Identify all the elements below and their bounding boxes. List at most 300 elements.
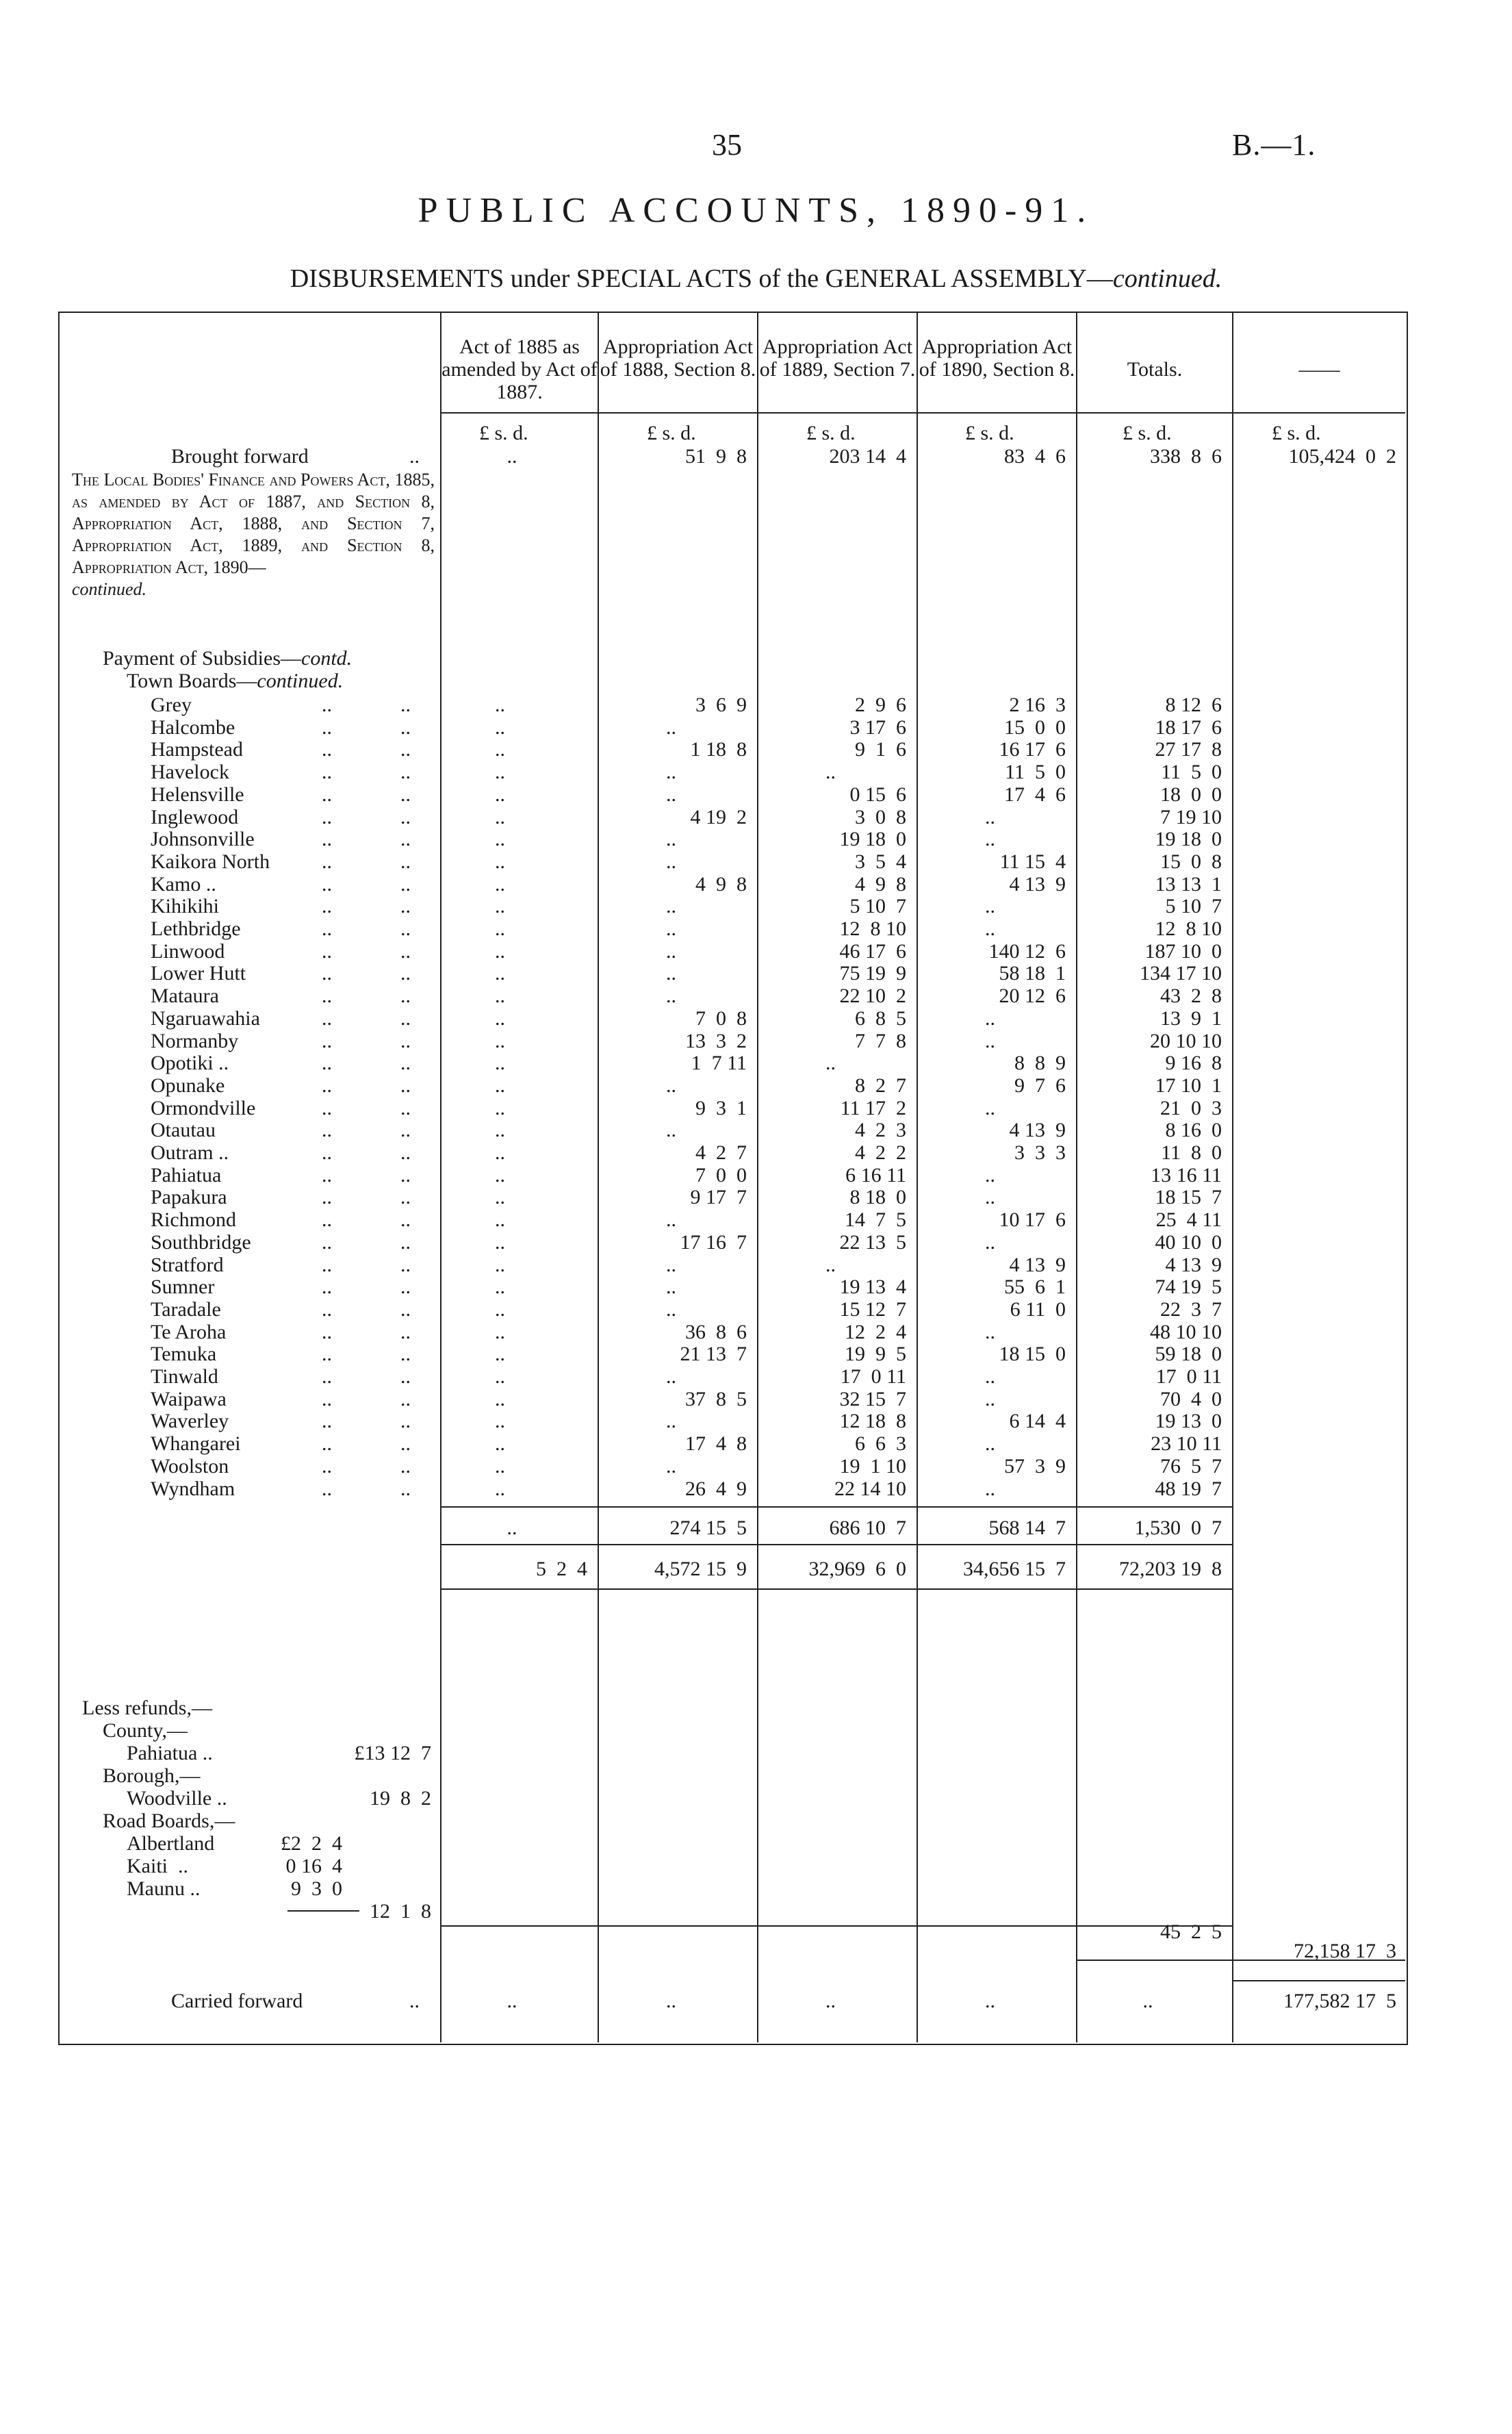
- refunds-title: Less refunds,—: [82, 1697, 212, 1719]
- unit-label: £ s. d.: [479, 422, 528, 444]
- leader-dots: ..: [322, 1455, 332, 1478]
- leader-dots: ..: [400, 1276, 411, 1298]
- leader-dots: ..: [400, 1186, 411, 1208]
- row-c1: ..: [495, 806, 505, 828]
- leader-dots: ..: [322, 1254, 332, 1276]
- section-heading-cont: continued.: [72, 579, 147, 599]
- row-label: Linwood: [151, 940, 225, 963]
- leader-dots: ..: [322, 1365, 332, 1388]
- leader-dots: ..: [400, 716, 411, 739]
- row-c5: 20 10 10: [1150, 1030, 1222, 1052]
- leader-dots: ..: [400, 1410, 411, 1432]
- leader-dots: ..: [322, 1119, 332, 1141]
- header-act-1885: Act of 1885 as amended by Act of 1887.: [441, 335, 598, 403]
- row-c4: ..: [985, 806, 995, 828]
- row-c5: 43 2 8: [1160, 985, 1222, 1007]
- carried-forward-c2: ..: [666, 1990, 676, 2012]
- row-label: Outram ..: [151, 1141, 229, 1164]
- row-label: Te Aroha: [151, 1321, 227, 1343]
- leader-dots: ..: [400, 962, 411, 985]
- row-c4: ..: [985, 1030, 995, 1052]
- row-c2: ..: [666, 1410, 676, 1432]
- row-c2: 9 17 7: [690, 1186, 747, 1208]
- row-c1: ..: [495, 1164, 505, 1187]
- leader-dots: ..: [400, 1231, 411, 1254]
- row-c1: ..: [495, 1388, 505, 1410]
- row-c4: 15 0 0: [1004, 716, 1066, 739]
- row-label: Halcombe: [151, 716, 235, 739]
- row-c4: 2 16 3: [1009, 694, 1066, 716]
- subtotal-c2: 274 15 5: [669, 1517, 747, 1539]
- row-label: Stratford: [151, 1254, 224, 1276]
- row-c3: 12 2 4: [845, 1321, 906, 1343]
- row-c3: 4 9 8: [855, 873, 906, 896]
- row-c3: 8 2 7: [855, 1074, 906, 1097]
- row-c1: ..: [495, 1186, 505, 1208]
- row-c4: 17 4 6: [1004, 783, 1066, 806]
- row-c5: 70 4 0: [1160, 1388, 1222, 1410]
- row-c4: ..: [985, 1365, 995, 1388]
- row-c1: ..: [495, 1432, 505, 1455]
- row-c2: ..: [666, 1276, 676, 1298]
- row-c4: 6 11 0: [1010, 1298, 1066, 1321]
- row-c2: ..: [666, 895, 676, 917]
- document-reference: B.—1.: [1232, 128, 1316, 162]
- leader-dots: ..: [322, 985, 332, 1007]
- row-c3: 19 18 0: [839, 828, 906, 850]
- section-heading: [72, 469, 435, 600]
- row-c1: ..: [495, 1231, 505, 1254]
- row-c1: ..: [495, 940, 505, 963]
- refund-kaiti-amount: 0 16 4: [285, 1855, 342, 1877]
- subtitle-main: DISBURSEMENTS under SPECIAL ACTS of the GENERAL ASSEMBLY—: [290, 264, 1113, 293]
- row-c5: 7 19 10: [1160, 806, 1222, 828]
- row-label: Havelock: [151, 761, 229, 783]
- total-c1: 5 2 4: [536, 1558, 587, 1580]
- row-c2: 4 9 8: [695, 873, 747, 896]
- row-label: Woolston: [151, 1455, 229, 1478]
- row-c4: ..: [985, 1164, 995, 1187]
- row-c3: 3 0 8: [855, 806, 906, 828]
- row-c4: 4 13 9: [1009, 1119, 1066, 1141]
- row-c1: ..: [495, 1097, 505, 1119]
- brought-forward-c2: 51 9 8: [685, 445, 747, 468]
- row-c5: 22 3 7: [1160, 1298, 1222, 1321]
- net-rule: [1232, 1980, 1405, 1981]
- row-c4: 8 8 9: [1014, 1052, 1066, 1074]
- row-c3: 11 17 2: [840, 1097, 906, 1119]
- row-c5: 11 8 0: [1161, 1141, 1222, 1164]
- row-c1: ..: [495, 1052, 505, 1074]
- subsidies-heading-cont: contd.: [301, 647, 353, 670]
- subsidies-heading: [103, 647, 352, 670]
- row-c2: 21 13 7: [680, 1343, 747, 1365]
- row-c5: 18 15 7: [1155, 1186, 1222, 1208]
- row-c2: ..: [666, 716, 676, 739]
- row-c3: 19 13 4: [839, 1276, 906, 1298]
- leader-dots: ..: [400, 1432, 411, 1455]
- row-c1: ..: [495, 716, 505, 739]
- row-c3: 12 8 10: [839, 917, 906, 940]
- row-c1: ..: [495, 1119, 505, 1141]
- leader-dots: ..: [400, 1164, 411, 1187]
- carried-forward-c3: ..: [825, 1990, 836, 2012]
- refund-road-total: 12 1 8: [370, 1900, 431, 1923]
- row-label: Lethbridge: [151, 917, 241, 940]
- row-c4: ..: [985, 1321, 995, 1343]
- refund-albertland-label: Albertland: [127, 1832, 215, 1855]
- carried-forward-c4: ..: [985, 1990, 995, 2012]
- row-label: Kamo ..: [151, 873, 216, 896]
- row-label: Richmond: [151, 1208, 236, 1231]
- refund-albertland-amount: £2 2 4: [281, 1832, 342, 1855]
- row-c2: 37 8 5: [685, 1388, 747, 1410]
- row-c1: ..: [495, 1030, 505, 1052]
- row-c5: 187 10 0: [1144, 940, 1222, 963]
- unit-label: £ s. d.: [1272, 422, 1321, 444]
- leader-dots: ..: [322, 1231, 332, 1254]
- row-c1: ..: [495, 828, 505, 850]
- unit-label: £ s. d.: [965, 422, 1014, 444]
- leader-dots: ..: [322, 1097, 332, 1119]
- row-label: Wyndham: [151, 1478, 235, 1500]
- row-c4: 4 13 9: [1009, 1254, 1066, 1276]
- leader-dots: ..: [322, 1321, 332, 1343]
- row-c2: ..: [666, 850, 676, 873]
- leader-dots: ..: [322, 1164, 332, 1187]
- leader-dots: ..: [322, 1186, 332, 1208]
- leader-dots: ..: [322, 783, 332, 806]
- row-c5: 19 13 0: [1155, 1410, 1222, 1432]
- row-c4: ..: [985, 1186, 995, 1208]
- row-c5: 21 0 3: [1160, 1097, 1222, 1119]
- leader-dots: ..: [409, 445, 420, 468]
- town-boards-heading-cont: continued.: [257, 670, 344, 692]
- carried-forward-c6: 177,582 17 5: [1283, 1990, 1396, 2012]
- row-c1: ..: [495, 1410, 505, 1432]
- header-appropriation-1888: Appropriation Act of 1888, Section 8.: [600, 335, 756, 381]
- row-c2: 7 0 8: [695, 1007, 747, 1030]
- leader-dots: ..: [322, 940, 332, 963]
- row-c4: ..: [985, 1231, 995, 1254]
- row-label: Ormondville: [151, 1097, 256, 1119]
- row-c2: ..: [666, 940, 676, 963]
- row-c1: ..: [495, 873, 505, 896]
- leader-dots: ..: [400, 1321, 411, 1343]
- row-c3: 15 12 7: [839, 1298, 906, 1321]
- row-c4: 20 12 6: [999, 985, 1066, 1007]
- row-c3: 6 16 11: [845, 1164, 906, 1187]
- leader-dots: ..: [322, 738, 332, 761]
- row-c5: 15 0 8: [1160, 850, 1222, 873]
- row-c3: 5 10 7: [849, 895, 906, 917]
- row-label: Grey: [151, 694, 192, 716]
- row-c4: 58 18 1: [999, 962, 1066, 985]
- leader-dots: ..: [322, 1478, 332, 1500]
- leader-dots: ..: [322, 917, 332, 940]
- row-c3: 4 2 3: [855, 1119, 906, 1141]
- leader-dots: ..: [409, 1990, 420, 2012]
- row-c4: ..: [985, 917, 995, 940]
- row-c3: 22 10 2: [839, 985, 906, 1007]
- row-c1: ..: [495, 917, 505, 940]
- brought-forward-c4: 83 4 6: [1004, 445, 1066, 468]
- total-rule: [440, 1544, 1232, 1545]
- subtotal-c4: 568 14 7: [988, 1517, 1066, 1539]
- leader-dots: ..: [322, 806, 332, 828]
- subtotal-c5: 1,530 0 7: [1134, 1517, 1222, 1539]
- row-label: Helensville: [151, 783, 244, 806]
- section-heading-text: The Local Bodies' Finance and Powers Act, 1885, as amended by Act of 1887, and Section 8, Appropriation Act, 1888, and Section 7, Appropriation Act, 1889, and Section 8, Appropriation Act, 1890—: [72, 470, 435, 577]
- town-boards-heading: [127, 670, 343, 692]
- leader-dots: ..: [400, 917, 411, 940]
- leader-dots: ..: [400, 850, 411, 873]
- leader-dots: ..: [322, 850, 332, 873]
- row-c2: ..: [666, 1455, 676, 1478]
- row-c2: 17 4 8: [685, 1432, 747, 1455]
- brought-forward-c1: ..: [507, 445, 517, 468]
- subtitle-italic: continued.: [1112, 264, 1222, 293]
- page-title: PUBLIC ACCOUNTS, 1890-91.: [418, 191, 1094, 230]
- row-c1: ..: [495, 1478, 505, 1500]
- unit-label: £ s. d.: [1123, 422, 1172, 444]
- subsidies-heading-text: Payment of Subsidies—: [103, 647, 301, 670]
- row-c1: ..: [495, 1321, 505, 1343]
- row-c1: ..: [495, 1141, 505, 1164]
- carried-forward-label: Carried forward: [171, 1990, 303, 2012]
- row-c3: 3 5 4: [855, 850, 906, 873]
- refunds-county: County,—: [103, 1719, 188, 1742]
- refund-woodville-amount: 19 8 2: [370, 1787, 431, 1810]
- row-c3: 9 1 6: [855, 738, 906, 761]
- row-c3: ..: [825, 1254, 836, 1276]
- row-c2: 1 18 8: [690, 738, 747, 761]
- row-c5: 8 12 6: [1165, 694, 1222, 716]
- leader-dots: ..: [322, 1208, 332, 1231]
- row-label: Temuka: [151, 1343, 217, 1365]
- leader-dots: ..: [400, 1097, 411, 1119]
- refund-maunu-amount: 9 3 0: [291, 1877, 342, 1900]
- row-c2: ..: [666, 1254, 676, 1276]
- row-c2: 1 7 11: [691, 1052, 747, 1074]
- leader-dots: ..: [400, 1455, 411, 1478]
- net-total: 72,158 17 3: [1294, 1940, 1396, 1962]
- leader-dots: ..: [400, 940, 411, 963]
- row-c4: 11 5 0: [1005, 761, 1066, 783]
- row-c1: ..: [495, 962, 505, 985]
- row-c4: ..: [985, 1432, 995, 1455]
- row-c5: 9 16 8: [1165, 1052, 1222, 1074]
- row-c3: 75 19 9: [839, 962, 906, 985]
- row-c2: 26 4 9: [685, 1478, 747, 1500]
- row-c5: 19 18 0: [1155, 828, 1222, 850]
- row-c3: 14 7 5: [845, 1208, 906, 1231]
- row-c5: 5 10 7: [1165, 895, 1222, 917]
- row-c1: ..: [495, 1074, 505, 1097]
- row-c1: ..: [495, 1254, 505, 1276]
- refunds-road-boards: Road Boards,—: [103, 1810, 235, 1832]
- refund-total: 45 2 5: [1160, 1920, 1222, 1943]
- row-c4: ..: [985, 1007, 995, 1030]
- row-label: Kaikora North: [151, 850, 270, 873]
- total-c2: 4,572 15 9: [654, 1558, 747, 1580]
- subtotal-rule: [440, 1506, 1232, 1508]
- subtotal-c1: ..: [507, 1517, 517, 1539]
- header-rule: [440, 412, 1405, 414]
- carried-forward-c1: ..: [507, 1990, 517, 2012]
- row-c1: ..: [495, 738, 505, 761]
- refund-woodville-label: Woodville ..: [127, 1787, 227, 1810]
- leader-dots: ..: [322, 694, 332, 716]
- row-c4: 4 13 9: [1009, 873, 1066, 896]
- row-c5: 48 10 10: [1150, 1321, 1222, 1343]
- leader-dots: ..: [400, 783, 411, 806]
- unit-label: £ s. d.: [806, 422, 856, 444]
- leader-dots: ..: [322, 1141, 332, 1164]
- row-c2: ..: [666, 1365, 676, 1388]
- row-c5: 25 4 11: [1155, 1208, 1222, 1231]
- row-c4: ..: [985, 1388, 995, 1410]
- leader-dots: ..: [400, 1298, 411, 1321]
- row-c2: ..: [666, 828, 676, 850]
- row-c3: ..: [825, 1052, 836, 1074]
- row-c4: 6 14 4: [1009, 1410, 1066, 1432]
- row-c1: ..: [495, 985, 505, 1007]
- leader-dots: ..: [322, 1074, 332, 1097]
- row-c3: 17 0 11: [840, 1365, 906, 1388]
- row-c5: 8 16 0: [1165, 1119, 1222, 1141]
- row-c3: 0 15 6: [849, 783, 906, 806]
- row-c2: 13 3 2: [685, 1030, 747, 1052]
- leader-dots: ..: [400, 895, 411, 917]
- row-c4: ..: [985, 828, 995, 850]
- leader-dots: ..: [322, 1432, 332, 1455]
- header-totals: Totals.: [1127, 358, 1183, 381]
- brought-forward-c5: 338 8 6: [1150, 445, 1222, 468]
- row-c2: 4 19 2: [690, 806, 747, 828]
- row-c2: ..: [666, 1208, 676, 1231]
- leader-dots: ..: [322, 1388, 332, 1410]
- total-c5: 72,203 19 8: [1119, 1558, 1222, 1580]
- row-c4: 55 6 1: [1004, 1276, 1066, 1298]
- row-c3: 2 9 6: [855, 694, 906, 716]
- leader-dots: ..: [400, 873, 411, 896]
- row-c4: 10 17 6: [999, 1208, 1066, 1231]
- row-label: Southbridge: [151, 1231, 251, 1254]
- row-c2: 4 2 7: [695, 1141, 747, 1164]
- row-label: Opunake: [151, 1074, 225, 1097]
- row-label: Taradale: [151, 1298, 221, 1321]
- row-c5: 134 17 10: [1140, 962, 1222, 985]
- row-c3: 12 18 8: [839, 1410, 906, 1432]
- refund-kaiti-label: Kaiti ..: [127, 1855, 188, 1877]
- total-c4: 34,656 15 7: [963, 1558, 1066, 1580]
- leader-dots: ..: [400, 1343, 411, 1365]
- header-appropriation-1889: Appropriation Act of 1889, Section 7.: [759, 335, 916, 381]
- row-c5: 13 16 11: [1151, 1164, 1222, 1187]
- row-label: Papakura: [151, 1186, 227, 1208]
- leader-dots: ..: [400, 1208, 411, 1231]
- leader-dots: ..: [322, 1276, 332, 1298]
- row-label: Pahiatua: [151, 1164, 222, 1187]
- row-c2: 3 6 9: [695, 694, 747, 716]
- leader-dots: ..: [400, 985, 411, 1007]
- leader-dots: ..: [400, 1007, 411, 1030]
- row-c5: 48 19 7: [1155, 1478, 1222, 1500]
- leader-dots: ..: [322, 1030, 332, 1052]
- row-label: Hampstead: [151, 738, 243, 761]
- row-c5: 13 9 1: [1160, 1007, 1222, 1030]
- unit-label: £ s. d.: [647, 422, 696, 444]
- row-c1: ..: [495, 761, 505, 783]
- leader-dots: ..: [400, 761, 411, 783]
- row-c3: 4 2 2: [855, 1141, 906, 1164]
- leader-dots: ..: [322, 716, 332, 739]
- row-c1: ..: [495, 694, 505, 716]
- row-c2: ..: [666, 1074, 676, 1097]
- row-c5: 4 13 9: [1165, 1254, 1222, 1276]
- leader-dots: ..: [322, 761, 332, 783]
- row-c4: 18 15 0: [999, 1343, 1066, 1365]
- row-c3: 32 15 7: [839, 1388, 906, 1410]
- row-c4: 11 15 4: [999, 850, 1066, 873]
- row-label: Sumner: [151, 1276, 215, 1298]
- row-c5: 40 10 0: [1155, 1231, 1222, 1254]
- row-c5: 59 18 0: [1155, 1343, 1222, 1365]
- row-c4: 9 7 6: [1014, 1074, 1066, 1097]
- row-c3: 3 17 6: [849, 716, 906, 739]
- row-c3: 22 13 5: [839, 1231, 906, 1254]
- row-c3: 46 17 6: [839, 940, 906, 963]
- row-c5: 17 0 11: [1155, 1365, 1222, 1388]
- leader-dots: ..: [400, 828, 411, 850]
- row-c2: ..: [666, 761, 676, 783]
- row-c3: 7 7 8: [855, 1030, 906, 1052]
- row-label: Mataura: [151, 985, 219, 1007]
- row-c2: ..: [666, 783, 676, 806]
- row-c2: ..: [666, 1298, 676, 1321]
- leader-dots: ..: [322, 1298, 332, 1321]
- refund-pahiatua-amount: £13 12 7: [354, 1742, 431, 1764]
- leader-dots: ..: [322, 1343, 332, 1365]
- row-c3: 19 1 10: [839, 1455, 906, 1478]
- row-label: Waverley: [151, 1410, 229, 1432]
- row-c2: 17 16 7: [680, 1231, 747, 1254]
- row-c4: 140 12 6: [988, 940, 1066, 963]
- leader-dots: ..: [322, 828, 332, 850]
- row-c3: 6 6 3: [855, 1432, 906, 1455]
- row-c1: ..: [495, 783, 505, 806]
- leader-dots: ..: [400, 1478, 411, 1500]
- leader-dots: ..: [322, 1410, 332, 1432]
- row-c5: 11 5 0: [1161, 761, 1222, 783]
- town-boards-heading-text: Town Boards—: [127, 670, 257, 692]
- leader-dots: ..: [400, 1052, 411, 1074]
- row-c5: 18 0 0: [1160, 783, 1222, 806]
- row-label: Waipawa: [151, 1388, 227, 1410]
- row-label: Johnsonville: [151, 828, 255, 850]
- row-c5: 18 17 6: [1155, 716, 1222, 739]
- page-subtitle: [0, 264, 1512, 294]
- row-c1: ..: [495, 1276, 505, 1298]
- header-appropriation-1890: Appropriation Act of 1890, Section 8.: [919, 335, 1075, 381]
- row-c5: 23 10 11: [1151, 1432, 1222, 1455]
- row-c3: 8 18 0: [849, 1186, 906, 1208]
- row-c1: ..: [495, 1365, 505, 1388]
- row-c2: ..: [666, 985, 676, 1007]
- row-c5: 13 13 1: [1155, 873, 1222, 896]
- leader-dots: ..: [400, 1074, 411, 1097]
